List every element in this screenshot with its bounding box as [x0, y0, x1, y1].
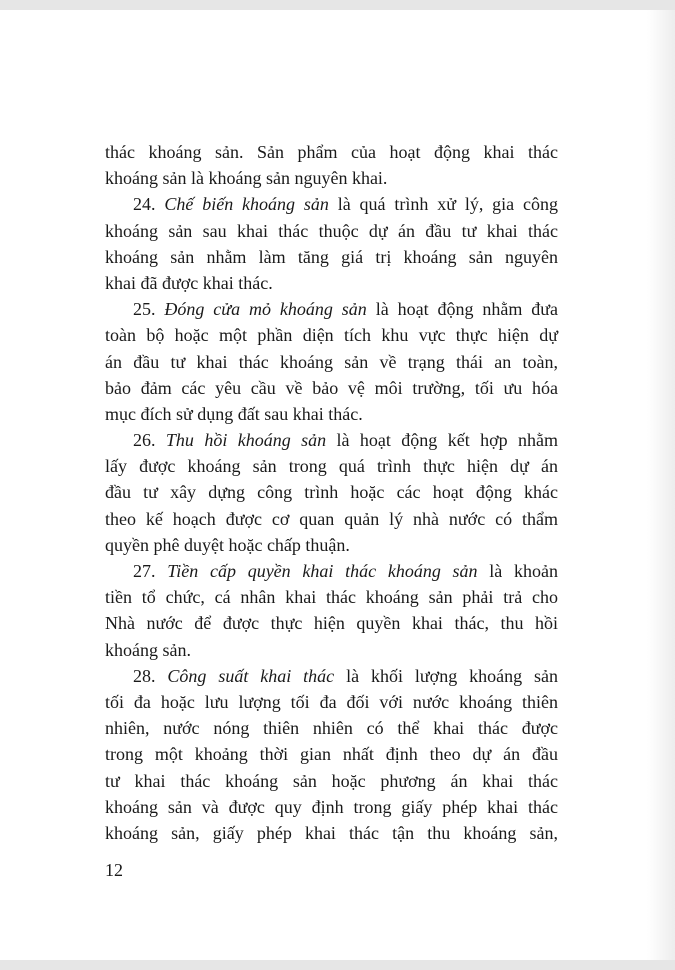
- text-segment: khoáng sản.: [105, 639, 191, 660]
- defined-term: Đóng cửa mỏ khoáng sản: [164, 299, 367, 320]
- text-line: [105, 244, 558, 270]
- text-segment: khoáng sản nhằm làm tăng giá trị khoáng sản nguyên: [105, 246, 558, 267]
- text-line: [105, 139, 558, 165]
- viewer-bottom-bar: [0, 960, 675, 970]
- text-segment: là khối lượng khoáng sản: [334, 665, 559, 686]
- text-line: [105, 637, 558, 663]
- text-line: [105, 532, 558, 558]
- text-line: [105, 715, 558, 741]
- text-line: [105, 479, 558, 505]
- text-line: [105, 820, 558, 846]
- text-segment: khoáng sản sau khai thác thuộc dự án đầu tư khai thác: [105, 220, 558, 241]
- text-line: [105, 689, 558, 715]
- text-line: [105, 191, 558, 217]
- text-segment: tư khai thác khoáng sản hoặc phương án khai thác: [105, 770, 558, 791]
- text-segment: là hoạt động nhằm đưa: [366, 299, 558, 320]
- text-segment: án đầu tư khai thác khoáng sản về trạng thái an toàn,: [105, 351, 558, 372]
- page-edge-shadow: [647, 10, 675, 960]
- text-segment: là quá trình xử lý, gia công: [328, 194, 559, 215]
- text-line: [105, 741, 558, 767]
- text-segment: khoáng sản, giấy phép khai thác tận thu khoáng sản,: [105, 822, 558, 843]
- page-body-text: [105, 139, 558, 846]
- text-segment: 25.: [133, 299, 165, 320]
- text-segment: khoáng sản và được quy định trong giấy phép khai thác: [105, 796, 558, 817]
- text-segment: khoáng sản là khoáng sản nguyên khai.: [105, 168, 388, 189]
- text-line: [105, 610, 558, 636]
- text-line: [105, 270, 558, 296]
- text-line: [105, 375, 558, 401]
- text-segment: lấy được khoáng sản trong quá trình thực hiện dự án: [105, 456, 558, 477]
- text-line: [105, 427, 558, 453]
- text-segment: khai đã được khai thác.: [105, 272, 273, 293]
- text-segment: trong một khoảng thời gian nhất định theo dự án đầu: [105, 744, 558, 765]
- text-line: [105, 663, 558, 689]
- text-line: [105, 401, 558, 427]
- text-line: [105, 584, 558, 610]
- text-segment: thác khoáng sản. Sản phẩm của hoạt động khai thác: [105, 142, 558, 162]
- text-segment: 26.: [133, 430, 166, 451]
- text-segment: Nhà nước để được thực hiện quyền khai thác, thu hồi: [105, 613, 558, 634]
- viewer-top-bar: [0, 0, 675, 10]
- text-line: [105, 218, 558, 244]
- text-segment: theo kế hoạch được cơ quan quản lý nhà nước có thẩm: [105, 508, 558, 529]
- text-segment: là khoản: [477, 561, 559, 581]
- text-segment: bảo đảm các yêu cầu về bảo vệ môi trường, tối ưu hóa: [105, 377, 558, 398]
- text-line: [105, 558, 558, 584]
- text-line: [105, 506, 558, 532]
- defined-term: Tiền cấp quyền khai thác khoáng sản: [167, 561, 478, 581]
- text-line: [105, 296, 558, 322]
- text-segment: là hoạt động kết hợp nhằm: [326, 430, 559, 451]
- text-line: [105, 453, 558, 479]
- text-segment: tối đa hoặc lưu lượng tối đa đối với nước khoáng thiên: [105, 691, 558, 712]
- text-segment: tiền tổ chức, cá nhân khai thác khoáng sản phải trả cho: [105, 587, 558, 608]
- text-segment: đầu tư xây dựng công trình hoặc các hoạt động khác: [105, 482, 558, 503]
- text-segment: 24.: [133, 194, 165, 215]
- text-segment: 28.: [133, 665, 168, 686]
- text-segment: nhiên, nước nóng thiên nhiên có thể khai thác được: [105, 718, 558, 739]
- text-line: [105, 768, 558, 794]
- text-segment: 27.: [133, 561, 168, 581]
- defined-term: Chế biến khoáng sản: [164, 194, 329, 215]
- page-number: 12: [105, 860, 123, 880]
- text-segment: toàn bộ hoặc một phần diện tích khu vực thực hiện dự: [105, 325, 558, 346]
- text-line: [105, 165, 558, 191]
- text-line: [105, 322, 558, 348]
- text-line: [105, 349, 558, 375]
- defined-term: Thu hồi khoáng sản: [165, 430, 327, 451]
- text-segment: mục đích sử dụng đất sau khai thác.: [105, 403, 363, 424]
- text-segment: quyền phê duyệt hoặc chấp thuận.: [105, 534, 350, 555]
- defined-term: Công suất khai thác: [167, 665, 335, 686]
- text-line: [105, 794, 558, 820]
